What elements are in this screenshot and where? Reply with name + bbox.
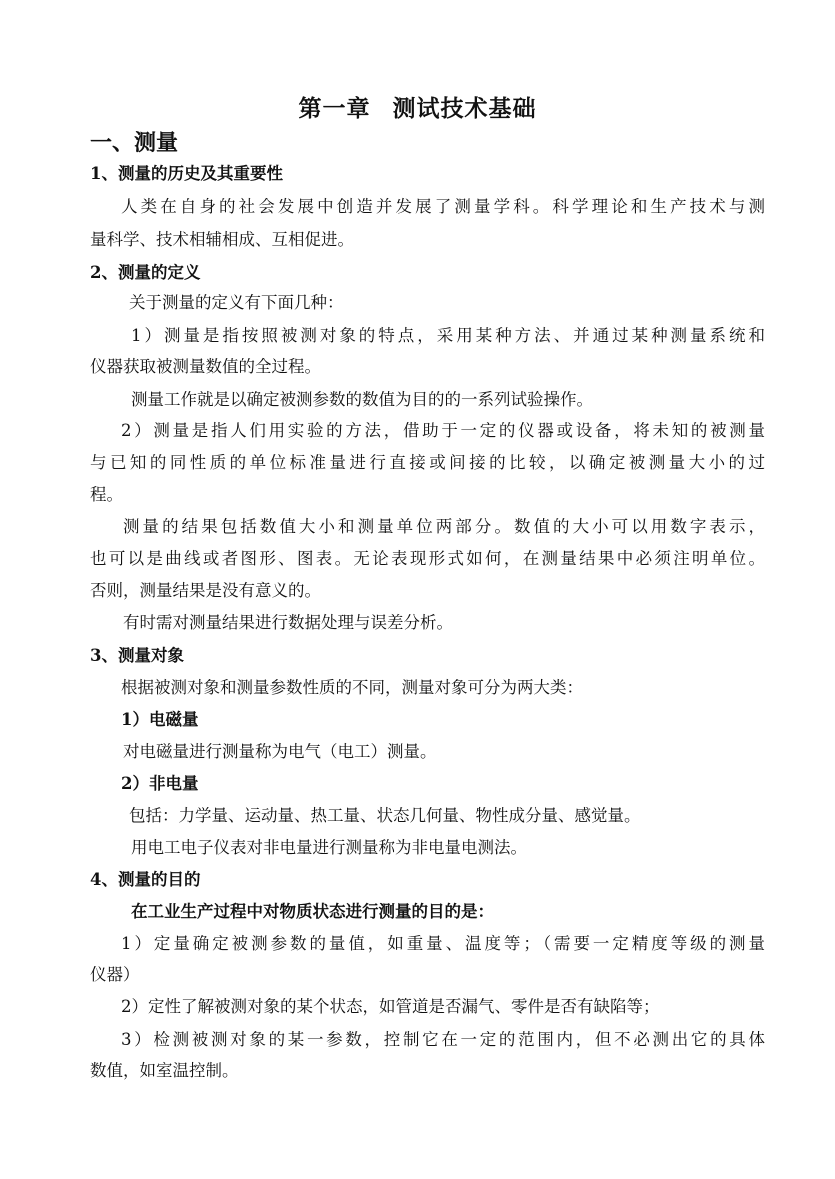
chapter-number: 第一章 <box>298 95 371 122</box>
paragraph-line: 对电磁量进行测量称为电气（电工）测量。 <box>123 742 437 761</box>
paragraph-line: 仪器） <box>90 965 140 984</box>
paragraph-line: 1）定量确定被测参数的量值，如重量、温度等；（需要一定精度等级的测量 <box>121 934 765 953</box>
paragraph-line: 测量的结果包括数值大小和测量单位两部分。数值的大小可以用数字表示， <box>123 517 765 536</box>
paragraph-line: 量科学、技术相辅相成、互相促进。 <box>90 230 354 249</box>
paragraph-line: 包括：力学量、运动量、热工量、状态几何量、物性成分量、感觉量。 <box>129 806 641 825</box>
paragraph-line: 有时需对测量结果进行数据处理与误差分析。 <box>123 613 453 632</box>
heading-purpose: 4、测量的目的 <box>90 870 201 889</box>
chapter-title <box>0 90 835 123</box>
paragraph-line: 人类在自身的社会发展中创造并发展了测量学科。科学理论和生产技术与测 <box>121 197 765 216</box>
heading-objects: 3、测量对象 <box>90 646 184 665</box>
paragraph-line: 3）检测被测对象的某一参数，控制它在一定的范围内，但不必测出它的具体 <box>121 1030 765 1049</box>
heading-history: 1、测量的历史及其重要性 <box>90 164 283 183</box>
paragraph-line: 根据被测对象和测量参数性质的不同，测量对象可分为两大类： <box>121 678 583 697</box>
paragraph-line: 也可以是曲线或者图形、图表。无论表现形式如何，在测量结果中必须注明单位。 <box>90 549 765 568</box>
paragraph-line: 2）定性了解被测对象的某个状态，如管道是否漏气、零件是否有缺陷等； <box>121 997 660 1016</box>
subheading-purpose-intro: 在工业生产过程中对物质状态进行测量的目的是： <box>131 902 494 921</box>
paragraph-line: 测量工作就是以确定被测参数的数值为目的的一系列试验操作。 <box>131 390 593 409</box>
paragraph-line: 仪器获取被测量数值的全过程。 <box>90 357 321 376</box>
chapter-name: 测试技术基础 <box>392 95 537 122</box>
subheading-electromagnetic: 1）电磁量 <box>121 710 199 729</box>
paragraph-line: 2）测量是指人们用实验的方法，借助于一定的仪器或设备，将未知的被测量 <box>121 421 765 440</box>
paragraph-line: 关于测量的定义有下面几种： <box>129 293 344 312</box>
paragraph-line: 数值，如室温控制。 <box>90 1061 239 1080</box>
paragraph-line: 1）测量是指按照被测对象的特点，采用某种方法、并通过某种测量系统和 <box>131 326 765 345</box>
paragraph-line: 否则，测量结果是没有意义的。 <box>90 581 321 600</box>
paragraph-line: 用电工电子仪表对非电量进行测量称为非电量电测法。 <box>131 838 527 857</box>
heading-definition: 2、测量的定义 <box>90 263 201 282</box>
subheading-non-electric: 2）非电量 <box>121 774 199 793</box>
paragraph-line: 程。 <box>90 485 123 504</box>
section-title: 一、测量 <box>90 130 179 156</box>
paragraph-line: 与已知的同性质的单位标准量进行直接或间接的比较，以确定被测量大小的过 <box>90 453 765 472</box>
